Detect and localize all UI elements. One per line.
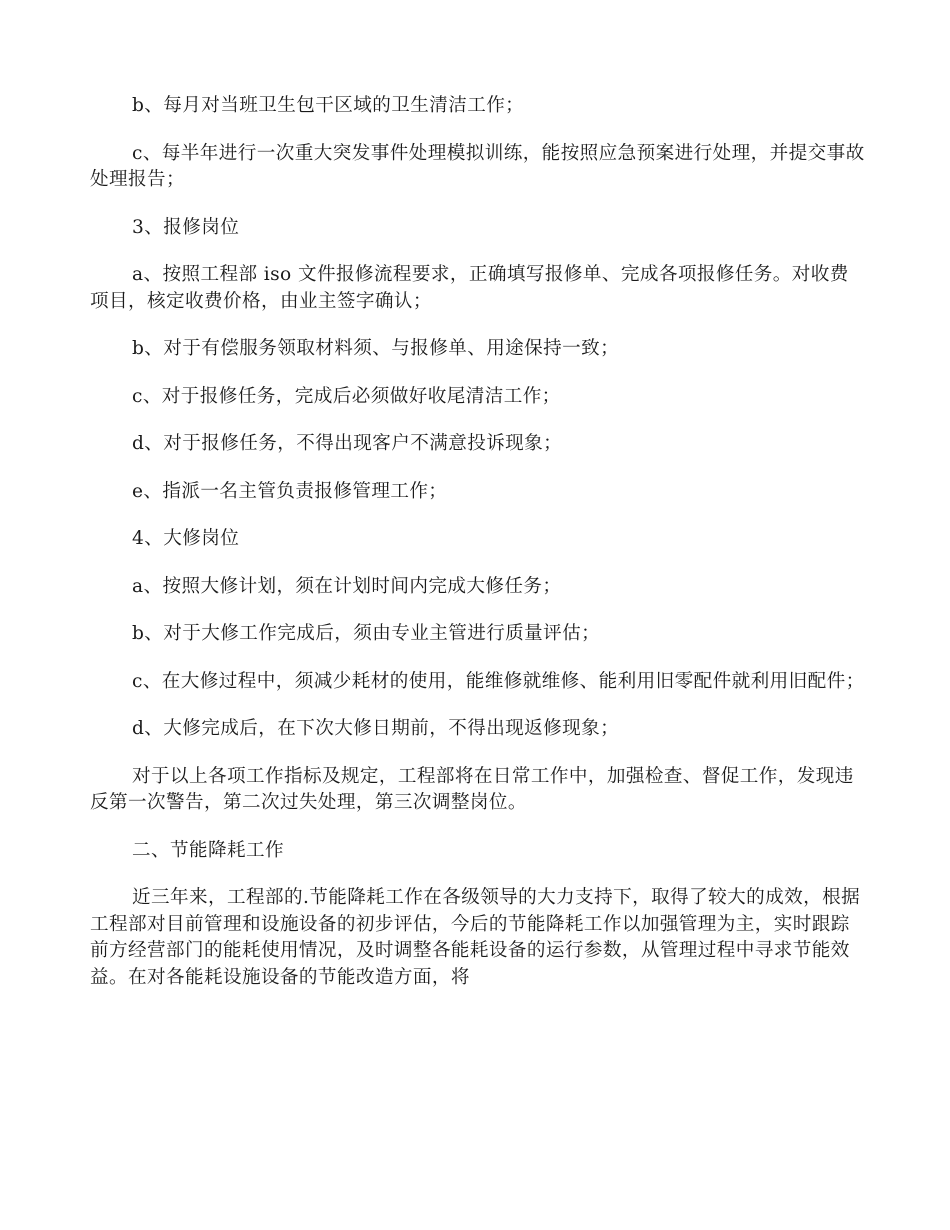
paragraph-no-complaints: d、对于报修任务，不得出现客户不满意投诉现象； <box>132 433 563 454</box>
paragraph-emergency-drill: c、每半年进行一次重大突发事件处理模拟训练，能按照应急预案进行处理，并提交事故处理报告； <box>90 142 865 190</box>
paragraph-repair-process: a、按照工程部 iso 文件报修流程要求，正确填写报修单、完成各项报修任务。对收费项目，核定收费价格，由业主签字确认； <box>90 264 849 312</box>
paragraph-energy-saving-summary: 近三年来，工程部的.节能降耗工作在各级领导的大力支持下，取得了较大的成效，根据工程部对目前管理和设施设备的初步评估，今后的节能降耗工作以加强管理为主，实时跟踪前方经营部门的能耗使用情况，及时调整各能耗设备的运行参数，从管理过程中寻求节能效益。在对各能耗设施设备的节能改造方面，将 <box>90 887 861 988</box>
document-page <box>90 93 865 1012</box>
paragraph-assign-supervisor: e、指派一名主管负责报修管理工作； <box>132 480 448 502</box>
paragraph-reduce-consumables: c、在大修过程中，须减少耗材的使用，能维修就维修、能利用旧零配件就利用旧配件； <box>132 670 865 692</box>
paragraph-no-rework: d、大修完成后，在下次大修日期前，不得出现返修现象； <box>132 718 620 739</box>
paragraph-daily-cleaning: b、每月对当班卫生包干区域的卫生清洁工作； <box>132 95 525 116</box>
paragraph-overhaul-plan: a、按照大修计划，须在计划时间内完成大修任务； <box>132 575 562 597</box>
section-heading-repair-post: 3、报修岗位 <box>132 216 240 238</box>
paragraph-paid-service-materials: b、对于有偿服务领取材料须、与报修单、用途保持一致； <box>132 338 620 359</box>
paragraph-quality-assessment: b、对于大修工作完成后，须由专业主管进行质量评估； <box>132 623 601 644</box>
paragraph-repair-cleanup: c、对于报修任务，完成后必须做好收尾清洁工作； <box>132 385 561 407</box>
section-heading-overhaul-post: 4、大修岗位 <box>132 528 240 549</box>
paragraph-inspection-policy: 对于以上各项工作指标及规定，工程部将在日常工作中，加强检查、督促工作，发现违反第一次警告，第二次过失处理，第三次调整岗位。 <box>90 765 854 813</box>
section-heading-energy-saving: 二、节能降耗工作 <box>132 839 284 861</box>
